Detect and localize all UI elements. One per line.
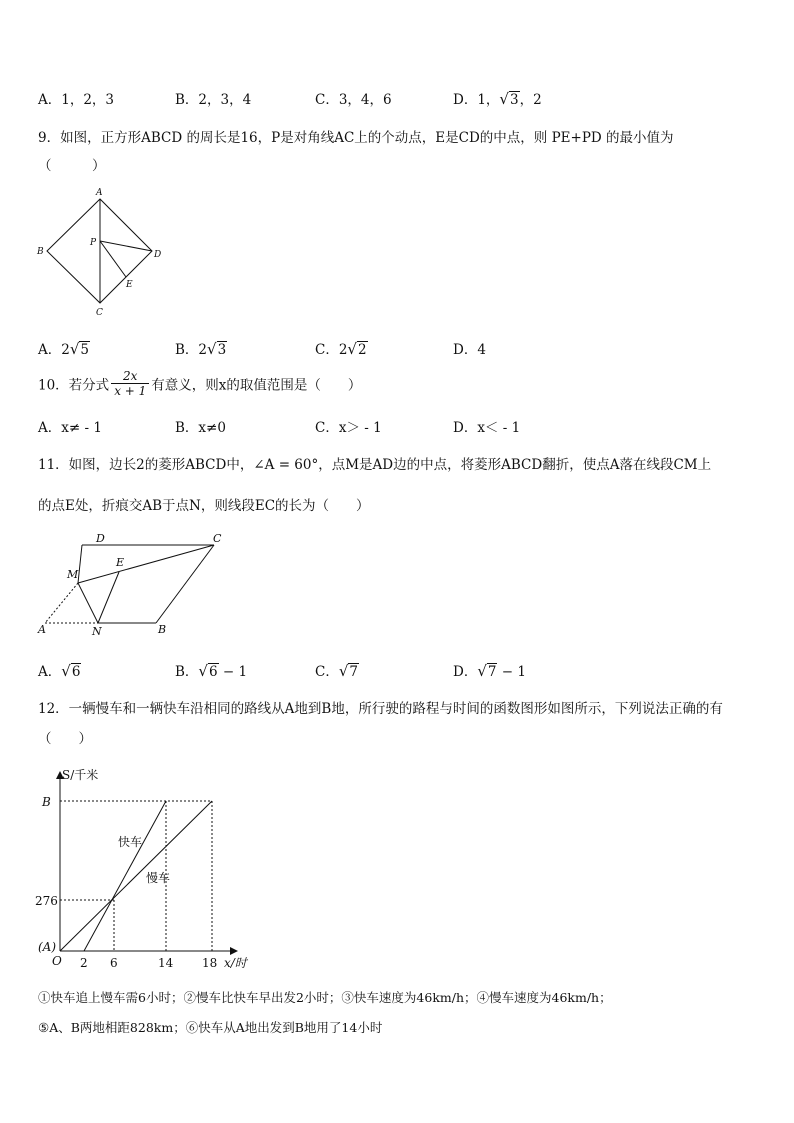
q9-stem-line2: （ ） — [38, 158, 106, 174]
q11-option-d: D．√7 − 1 — [453, 662, 526, 680]
q8-option-d-suffix: ，2 — [519, 92, 542, 108]
q12-stem-line1: 12．一辆慢车和一辆快车沿相同的路线从A地到B地，所行驶的路程与时间的函数图形如图所示，下列说法正确的有 — [38, 701, 723, 717]
q9-option-c: C．2√2 — [315, 340, 367, 358]
q11-option-c-radicand: 7 — [349, 664, 358, 680]
x-tick-2: 2 — [80, 956, 88, 970]
q10-option-b: B．x≠0 — [175, 420, 226, 436]
q8-option-d: D．1，√3，2 — [453, 90, 542, 108]
q11-option-a-prefix: A． — [38, 664, 62, 680]
q10-option-d: D．x＜ - 1 — [453, 420, 521, 436]
q8-option-d-radicand: 3 — [509, 92, 519, 108]
x-tick-18: 18 — [202, 956, 218, 970]
q12-stem-line2: （ ） — [38, 731, 92, 747]
q8-option-d-prefix: D．1， — [453, 92, 500, 108]
q11-option-d-prefix: D． — [453, 664, 478, 680]
q9-option-b: B．2√3 — [175, 340, 227, 358]
label-c: C — [213, 532, 222, 545]
q10-suffix: 有意义，则x的取值范围是（ ） — [151, 377, 362, 394]
label-c: C — [96, 308, 103, 318]
q11-option-b-radicand: 6 — [208, 664, 218, 680]
y-axis-label: S/千米 — [62, 768, 99, 782]
segment-mc — [78, 545, 214, 583]
q11-option-b-suffix: − 1 — [218, 664, 248, 680]
q9-option-c-radicand: 2 — [357, 342, 367, 358]
origin-o-label: O — [52, 954, 62, 968]
y-tick-b: B — [42, 795, 51, 809]
label-d: D — [154, 250, 162, 260]
q10-fraction — [111, 369, 149, 398]
label-m: M — [67, 568, 79, 581]
x-tick-6: 6 — [110, 956, 118, 970]
q8-option-a: A．1，2，3 — [38, 92, 115, 108]
label-e: E — [116, 556, 125, 569]
q9-option-b-prefix: B．2 — [175, 342, 208, 358]
label-p: P — [90, 238, 97, 248]
q9-option-a: A．2√5 — [38, 340, 89, 358]
q10-option-a: A．x≠ - 1 — [38, 420, 102, 436]
q11-stem-line2: 的点E处，折痕交AB于点N，则线段EC的长为（ ） — [38, 498, 370, 514]
q8-option-c: C．3，4，6 — [315, 92, 392, 108]
q10-fraction-denominator: x + 1 — [114, 384, 147, 398]
segment-ne — [98, 572, 119, 623]
q9-option-d: D．4 — [453, 342, 486, 358]
dashed-am — [45, 583, 78, 623]
q12-statements-line1: ①快车追上慢车需6小时；②慢车比快车早出发2小时；③快车速度为46km/h；④慢车速度为46km/h； — [38, 990, 612, 1005]
q10-prefix: 10．若分式 — [38, 377, 110, 394]
y-tick-276: 276 — [35, 894, 58, 908]
q9-option-a-radicand: 5 — [80, 342, 89, 358]
q9-square-figure — [30, 185, 180, 320]
q11-option-a: A．√6 — [38, 662, 81, 680]
q9-option-b-radicand: 3 — [217, 342, 227, 358]
q9-option-a-prefix: A．2 — [38, 342, 70, 358]
label-b: B — [37, 247, 44, 257]
x-tick-14: 14 — [158, 956, 174, 970]
q11-option-d-suffix: − 1 — [497, 664, 526, 680]
q12-distance-time-graph — [30, 765, 260, 980]
label-a: A — [38, 623, 46, 636]
q11-option-c: C．√7 — [315, 662, 358, 680]
q12-statements-line2: ⑤A、B两地相距828km；⑥快车从A地出发到B地用了14小时 — [38, 1020, 383, 1035]
label-d: D — [96, 532, 105, 545]
label-n: N — [92, 625, 102, 638]
q11-option-b: B．√6 − 1 — [175, 662, 248, 680]
q11-option-a-radicand: 6 — [71, 664, 81, 680]
side-cb — [156, 545, 214, 623]
fast-car-label: 快车 — [118, 835, 143, 849]
q11-stem-line1: 11．如图，边长2的菱形ABCD中，∠A = 60°，点M是AD边的中点，将菱形ABCD翻折，使点A落在线段CM上 — [38, 457, 712, 473]
origin-a-label: (A) — [38, 940, 57, 954]
q9-stem-line1: 9．如图，正方形ABCD 的周长是16，P是对角线AC上的个动点，E是CD的中点，则 PE+PD 的最小值为 — [38, 130, 674, 146]
q9-option-c-prefix: C．2 — [315, 342, 348, 358]
q10-fraction-numerator: 2x — [111, 369, 149, 384]
segment-dm — [78, 545, 82, 583]
fold-mn — [78, 583, 98, 623]
q10-stem — [38, 369, 361, 398]
x-axis-label: x/时 — [224, 956, 247, 970]
segment-pe — [100, 241, 126, 277]
label-e: E — [126, 280, 133, 290]
q10-option-c: C．x＞ - 1 — [315, 420, 382, 436]
label-a: A — [96, 188, 103, 198]
q11-option-d-radicand: 7 — [487, 664, 497, 680]
q11-rhombus-figure — [30, 525, 240, 640]
q11-option-c-prefix: C． — [315, 664, 339, 680]
slow-car-line — [60, 801, 212, 951]
q11-option-b-prefix: B． — [175, 664, 199, 680]
label-b: B — [158, 623, 167, 636]
q8-option-b: B．2，3，4 — [175, 92, 252, 108]
slow-car-label: 慢车 — [146, 871, 171, 885]
